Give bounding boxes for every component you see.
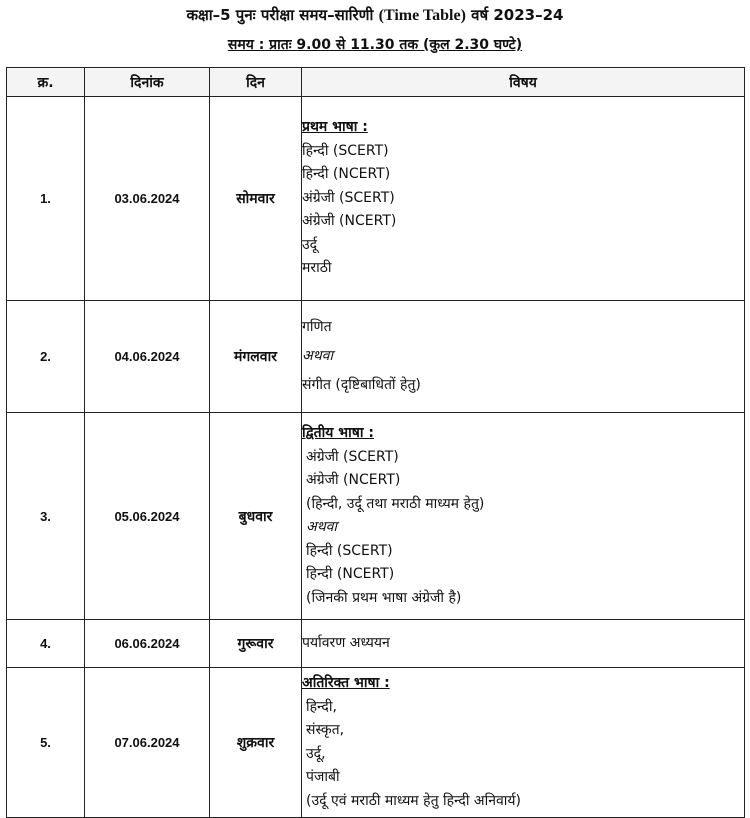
day-cell: सोमवार (210, 97, 302, 301)
table-row (7, 668, 745, 818)
serial-cell: 2. (7, 301, 85, 413)
exam-time-subtitle: समय : प्रातः 9.00 से 11.30 तक (कुल 2.30 घण्टे) (227, 37, 523, 53)
subject-line: अंग्रेजी (NCERT) (306, 472, 401, 488)
subject-cell (302, 301, 745, 413)
page-title (0, 4, 750, 27)
serial-cell: 5. (7, 668, 85, 818)
day-cell: गुरूवार (210, 620, 302, 668)
timetable (6, 67, 745, 818)
subject-line: हिन्दी (NCERT) (302, 166, 391, 183)
subject-heading: प्रथम भाषा : (302, 119, 368, 136)
subject-line: मराठी (302, 260, 332, 277)
subject-line: उर्दू, (306, 745, 326, 762)
subject-cell (302, 413, 745, 620)
subject-note: (जिनकी प्रथम भाषा अंग्रेजी है) (306, 589, 462, 606)
subject-line: पंजाबी (306, 769, 340, 785)
subject-cell (302, 668, 745, 818)
subject-line: अंग्रेजी (NCERT) (302, 213, 397, 230)
header-day: दिन (210, 68, 302, 97)
subject-heading: द्वितीय भाषा : (302, 425, 374, 441)
subject-line: हिन्दी (NCERT) (306, 566, 395, 582)
subject-line: गणित (302, 319, 332, 335)
header-subject: विषय (302, 68, 745, 97)
table-row (7, 301, 745, 413)
subject-note: (हिन्दी, उर्दू तथा मराठी माध्यम हेतु) (306, 495, 485, 512)
date-cell: 07.06.2024 (85, 668, 210, 818)
subject-line: संगीत (दृष्टिबाधितों हेतु) (302, 377, 421, 393)
date-cell: 04.06.2024 (85, 301, 210, 413)
subject-line: हिन्दी, (306, 698, 337, 715)
header-serial: क्र. (7, 68, 85, 97)
day-cell: बुधवार (210, 413, 302, 620)
subject-line: संस्कृत, (306, 722, 345, 738)
header-row (7, 68, 745, 97)
subject-heading: अतिरिक्त भाषा : (302, 675, 390, 691)
subject-line: अंग्रेजी (SCERT) (302, 189, 395, 206)
table-row (7, 620, 745, 668)
day-cell: मंगलवार (210, 301, 302, 413)
date-cell: 06.06.2024 (85, 620, 210, 668)
date-cell: 05.06.2024 (85, 413, 210, 620)
subject-cell (302, 97, 745, 301)
title-suffix: वर्ष 2023–24 (471, 6, 564, 24)
serial-cell: 4. (7, 620, 85, 668)
subject-line: उर्दू (302, 236, 318, 253)
subject-line: हिन्दी (SCERT) (302, 142, 389, 159)
serial-cell: 3. (7, 413, 85, 620)
subject-alternative: अथवा (306, 519, 338, 535)
subject-line: अंग्रेजी (SCERT) (306, 448, 399, 465)
subject-line: पर्यावरण अध्ययन (302, 634, 390, 651)
day-cell: शुक्रवार (210, 668, 302, 818)
table-row (7, 413, 745, 620)
table-row (7, 97, 745, 301)
header-date: दिनांक (85, 68, 210, 97)
title-english: (Time Table) (378, 7, 466, 24)
subject-cell (302, 620, 745, 668)
serial-cell: 1. (7, 97, 85, 301)
date-cell: 03.06.2024 (85, 97, 210, 301)
subject-line: हिन्दी (SCERT) (306, 542, 393, 559)
subject-alternative: अथवा (302, 348, 334, 364)
title-prefix: कक्षा–5 पुनः परीक्षा समय–सारिणी (186, 6, 374, 24)
subject-note: (उर्दू एवं मराठी माध्यम हेतु हिन्दी अनिवार्य) (306, 792, 521, 809)
